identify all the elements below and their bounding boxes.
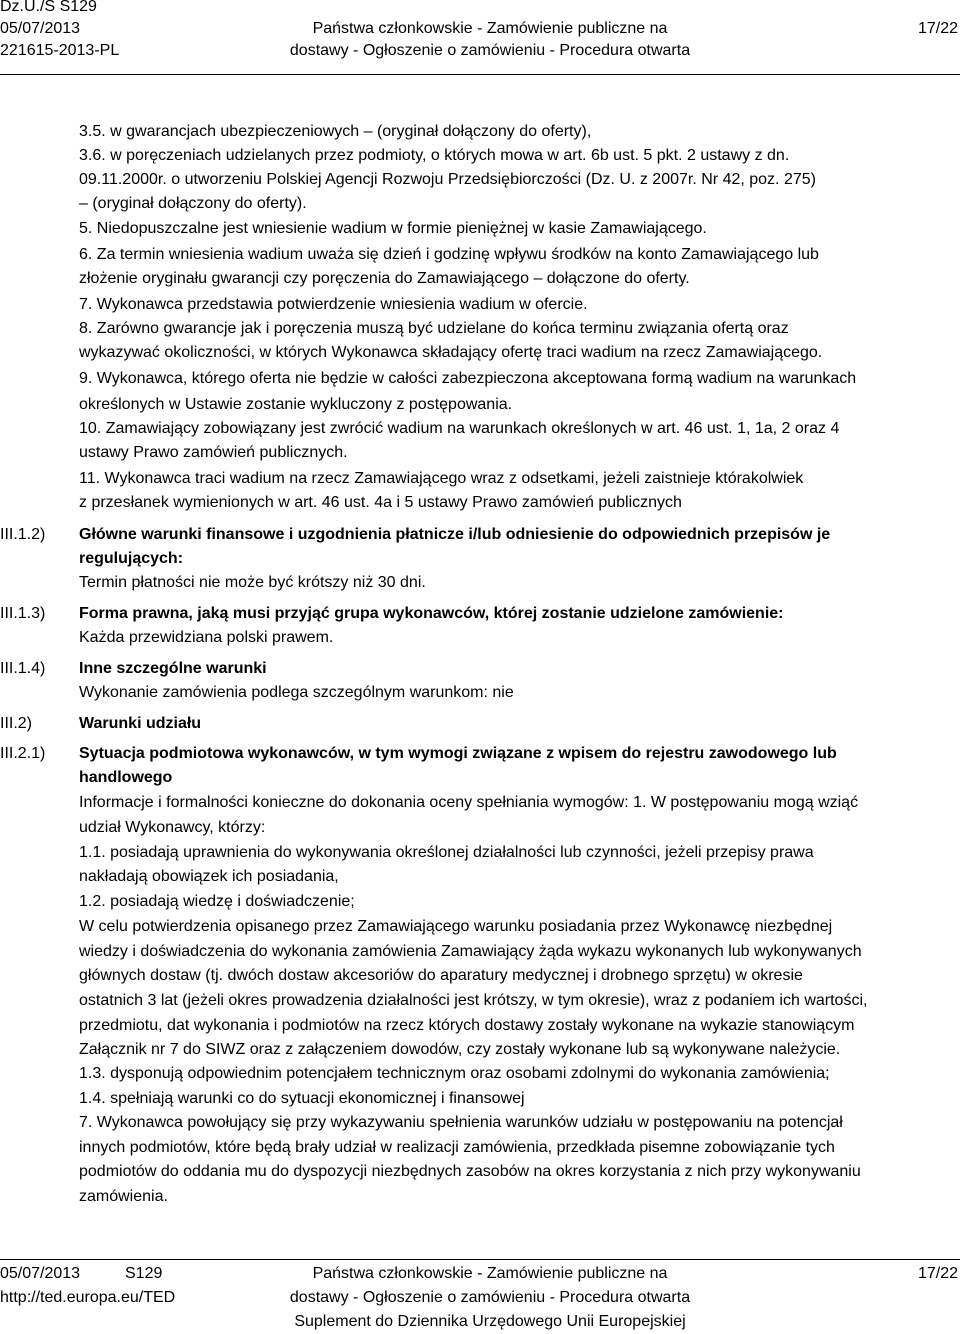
text-line: z przesłanek wymienionych w art. 46 ust. 4a i 5 ustawy Prawo zamówień publicznych (79, 494, 682, 511)
header-title-line2: dostawy - Ogłoszenie o zamówieniu - Procedura otwarta (289, 42, 691, 59)
section-text: 1.4. spełniają warunki co do sytuacji ekonomicznej i finansowej (79, 1090, 525, 1107)
section-text: wiedzy i doświadczenia do wykonania zamówienia Zamawiający żąda wykazu wykonanych lub wykonywanych (79, 943, 862, 960)
footer-date: 05/07/2013 (0, 1265, 81, 1282)
header-notice-id: 221615-2013-PL (0, 42, 120, 59)
text-line: 7. Wykonawca przedstawia potwierdzenie wniesienia wadium w ofercie. (79, 296, 588, 313)
text-line: 5. Niedopuszczalne jest wniesienie wadium w formie pieniężnej w kasie Zamawiającego. (79, 220, 707, 237)
section-text: Termin płatności nie może być krótszy niż 30 dni. (79, 574, 426, 591)
section-text: Wykonanie zamówienia podlega szczególnym warunkom: nie (79, 684, 514, 701)
footer-url-link[interactable]: http://ted.europa.eu/TED (0, 1289, 176, 1306)
section-text: innych podmiotów, które będą brały udział w realizacji zamówienia, przedkłada pisemne zobowiązanie tych (79, 1139, 835, 1156)
section-number: III.2.1) (0, 745, 46, 762)
header-journal-ref: Dz.U./S S129 (0, 0, 97, 15)
section-title: Forma prawna, jaką musi przyjąć grupa wykonawców, której zostanie udzielone zamówienie: (79, 605, 784, 622)
section-text: ostatnich 3 lat (jeżeli okres prowadzenia działalności jest krótszy, w tym okresie), wraz z podaniem ich wartości, (79, 992, 868, 1009)
footer-code: S129 (125, 1265, 163, 1282)
text-line: 11. Wykonawca traci wadium na rzecz Zamawiającego wraz z odsetkami, jeżeli zaistnieje którakolwiek (79, 470, 804, 487)
section-text: zamówienia. (79, 1188, 168, 1205)
section-title: regulujących: (79, 550, 184, 567)
footer-supplement: Suplement do Dziennika Urzędowego Unii Europejskiej (294, 1313, 686, 1330)
section-title: Inne szczególne warunki (79, 660, 267, 677)
section-text: udział Wykonawcy, którzy: (79, 819, 266, 836)
header-date: 05/07/2013 (0, 20, 81, 37)
text-line: ustawy Prawo zamówień publicznych. (79, 444, 348, 461)
text-line: 6. Za termin wniesienia wadium uważa się dzień i godzinę wpływu środków na konto Zamawiającego lub (79, 246, 819, 263)
section-text: podmiotów do oddania mu do dyspozycji niezbędnych zasobów na okres korzystania z nich przy wykonywaniu (79, 1163, 861, 1180)
section-text: głównych dostaw (tj. dwóch dostaw akcesoriów do aparatury medycznej i drobnego sprzętu) w okresie (79, 967, 803, 984)
text-line: 10. Zamawiający zobowiązany jest zwrócić wadium na warunkach określonych w art. 46 ust. 1, 1a, 2 oraz 4 (79, 420, 840, 437)
footer-title-line1: Państwa członkowskie - Zamówienie publiczne na (312, 1265, 668, 1282)
section-text: W celu potwierdzenia opisanego przez Zamawiającego warunku posiadania przez Wykonawcę niezbędnej (79, 918, 833, 935)
section-text: Informacje i formalności konieczne do dokonania oceny spełniania wymogów: 1. W postępowaniu mogą wziąć (79, 794, 859, 811)
text-line: 8. Zarówno gwarancje jak i poręczenia muszą być udzielane do końca terminu związania ofertą oraz (79, 320, 789, 337)
header-rule (0, 74, 960, 75)
section-text: 1.1. posiadają uprawnienia do wykonywania określonej działalności lub czynności, jeżeli przepisy prawa (79, 844, 814, 861)
text-line: – (oryginał dołączony do oferty). (79, 195, 307, 212)
section-text: Każda przewidziana polski prawem. (79, 629, 334, 646)
text-line: 3.5. w gwarancjach ubezpieczeniowych – (oryginał dołączony do oferty), (79, 123, 592, 140)
section-text: nakładają obowiązek ich posiadania, (79, 868, 339, 885)
section-number: III.1.3) (0, 605, 46, 622)
footer-rule (0, 1259, 960, 1260)
text-line: 09.11.2000r. o utworzeniu Polskiej Agencji Rozwoju Przedsiębiorczości (Dz. U. z 2007r. Nr 42, poz. 275) (79, 171, 816, 188)
text-line: 9. Wykonawca, którego oferta nie będzie w całości zabezpieczona akceptowana formą wadium na warunkach (79, 370, 857, 387)
section-title: Sytuacja podmiotowa wykonawców, w tym wymogi związane z wpisem do rejestru zawodowego lub (79, 745, 837, 762)
section-text: przedmiotu, dat wykonania i podmiotów na rzecz których dostawy zostały wykonane na wykazie stanowiącym (79, 1017, 855, 1034)
header-page-number: 17/22 (917, 20, 958, 37)
section-number: III.1.2) (0, 526, 46, 543)
text-line: złożenie oryginału gwarancji czy poręczenia do Zamawiającego – dołączone do oferty. (79, 270, 690, 287)
text-line: określonych w Ustawie zostanie wykluczony z postępowania. (79, 396, 513, 413)
footer-page-number: 17/22 (917, 1265, 958, 1282)
section-title: Warunki udziału (79, 715, 202, 732)
section-number: III.2) (0, 715, 33, 732)
section-text: 1.2. posiadają wiedzę i doświadczenie; (79, 893, 355, 910)
section-title: Główne warunki finansowe i uzgodnienia płatnicze i/lub odniesienie do odpowiednich przepisów je (79, 526, 831, 543)
section-text: Załącznik nr 7 do SIWZ oraz z załączeniem dowodów, czy zostały wykonane lub są wykonywane należycie. (79, 1041, 841, 1058)
text-line: 3.6. w poręczeniach udzielanych przez podmioty, o których mowa w art. 6b ust. 5 pkt. 2 ustawy z dn. (79, 147, 790, 164)
section-text: 7. Wykonawca powołujący się przy wykazywaniu spełnienia warunków udziału w postępowaniu na potencjał (79, 1114, 843, 1131)
section-text: 1.3. dysponują odpowiednim potencjałem technicznym oraz osobami zdolnymi do wykonania zamówienia; (79, 1065, 830, 1082)
text-line: wykazywać okoliczności, w których Wykonawca składający ofertę traci wadium na rzecz Zamawiającego. (79, 344, 823, 361)
section-number: III.1.4) (0, 660, 46, 677)
header-title-line1: Państwa członkowskie - Zamówienie publiczne na (312, 20, 668, 37)
section-title: handlowego (79, 769, 173, 786)
footer-title-line2: dostawy - Ogłoszenie o zamówieniu - Procedura otwarta (289, 1289, 691, 1306)
